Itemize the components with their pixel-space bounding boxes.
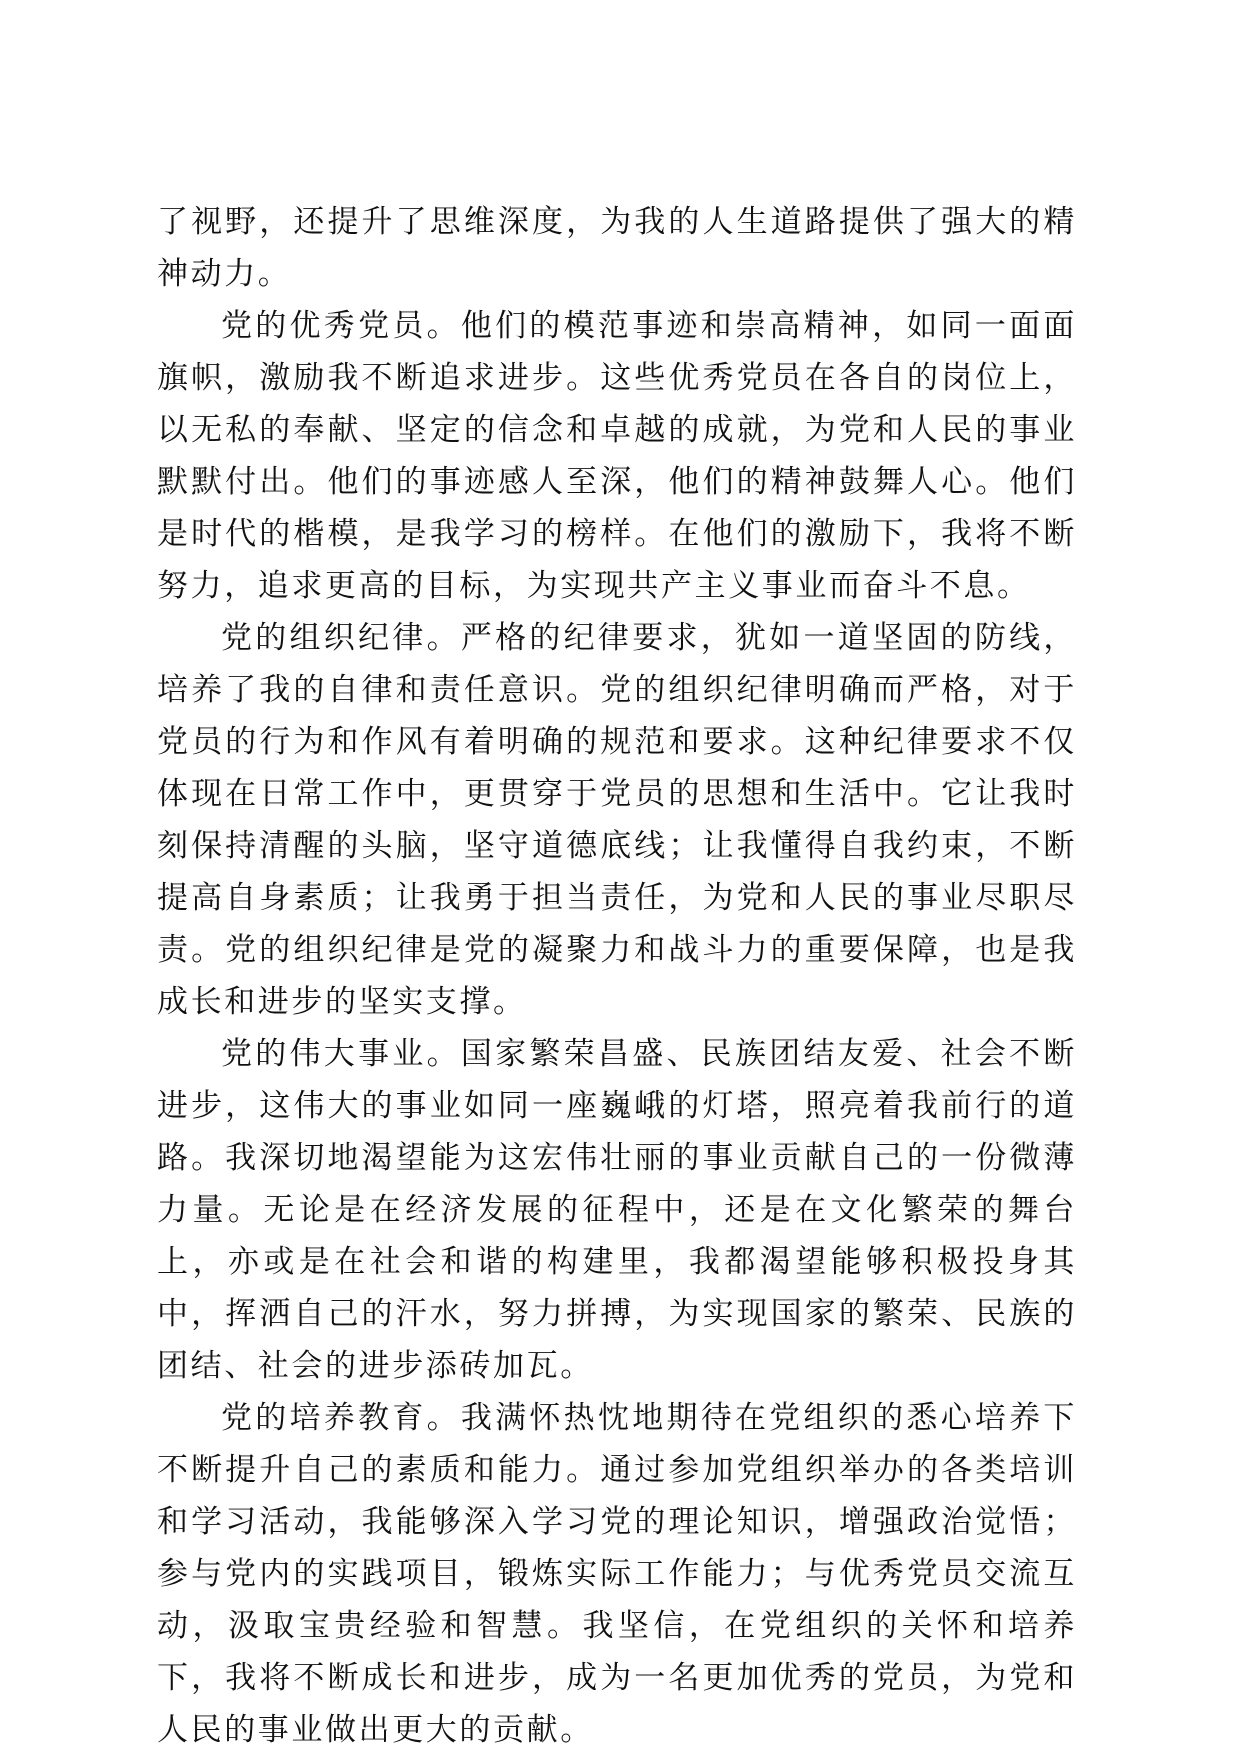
paragraph-training-education: 党的培养教育。我满怀热忱地期待在党组织的悉心培养下不断提升自己的素质和能力。通过参加党组织举办的各类培训和学习活动，我能够深入学习党的理论知识，增强政治觉悟；参与党内的实践项目，锻炼实际工作能力；与优秀党员交流互动，汲取宝贵经验和智慧。我坚信，在党组织的关怀和培养下，我将不断成长和进步，成为一名更加优秀的党员，为党和人民的事业做出更大的贡献。 [157, 1400, 1077, 1748]
paragraph-organizational-discipline: 党的组织纪律。严格的纪律要求，犹如一道坚固的防线，培养了我的自律和责任意识。党的组织纪律明确而严格，对于党员的行为和作风有着明确的规范和要求。这种纪律要求不仅体现在日常工作中，更贯穿于党员的思想和生活中。它让我时刻保持清醒的头脑，坚守道德底线；让我懂得自我约束，不断提高自身素质；让我勇于担当责任，为党和人民的事业尽职尽责。党的组织纪律是党的凝聚力和战斗力的重要保障，也是我成长和进步的坚实支撑。 [157, 620, 1077, 1020]
paragraph-great-cause: 党的伟大事业。国家繁荣昌盛、民族团结友爱、社会不断进步，这伟大的事业如同一座巍峨的灯塔，照亮着我前行的道路。我深切地渴望能为这宏伟壮丽的事业贡献自己的一份微薄力量。无论是在经济发展的征程中，还是在文化繁荣的舞台上，亦或是在社会和谐的构建里，我都渴望能够积极投身其中，挥洒自己的汗水，努力拼搏，为实现国家的繁荣、民族的团结、社会的进步添砖加瓦。 [157, 1036, 1077, 1384]
paragraph-continuation: 了视野，还提升了思维深度，为我的人生道路提供了强大的精神动力。 [157, 204, 1077, 292]
paragraph-excellent-members: 党的优秀党员。他们的模范事迹和崇高精神，如同一面面旗帜，激励我不断追求进步。这些优秀党员在各自的岗位上，以无私的奉献、坚定的信念和卓越的成就，为党和人民的事业默默付出。他们的事迹感人至深，他们的精神鼓舞人心。他们是时代的楷模，是我学习的榜样。在他们的激励下，我将不断努力，追求更高的目标，为实现共产主义事业而奋斗不息。 [157, 308, 1077, 604]
document-body [157, 196, 1077, 1756]
